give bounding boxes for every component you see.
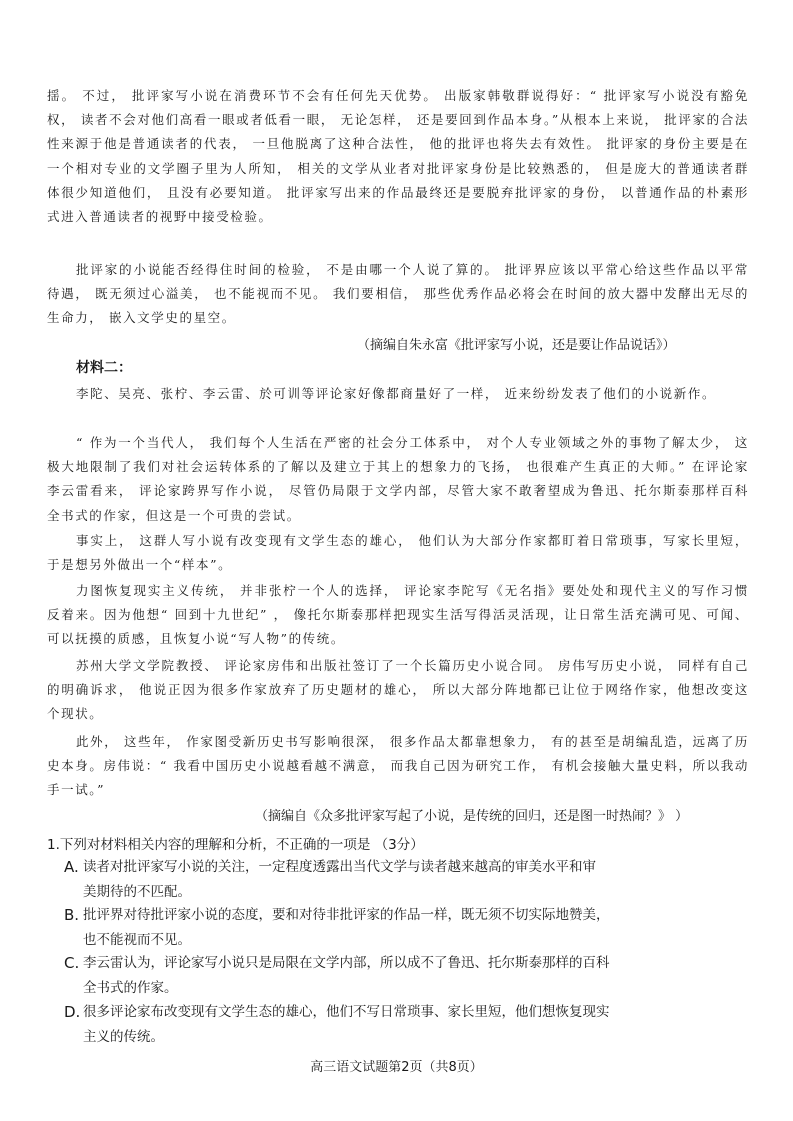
material2-paragraph-6: 此外， 这些年， 作家图受新历史书写影响很深， 很多作品太都靠想象力， 有的甚至是胡编乱造，远离了历史本身。房伟说：“ 我看中国历史小说越看越不满意， 而我自己因为研究工作， 有机会接触大量史料，所以我动手一试。” bbox=[47, 734, 749, 798]
page-footer: 高三语文试题第2页（共8页） bbox=[310, 1060, 483, 1075]
material2-source: （摘编自《众多批评家写起了小说，是传统的回归，还是图一时热闹？》 ） bbox=[255, 809, 689, 824]
option-letter: C. bbox=[64, 954, 80, 972]
option-text-line2: 美期待的不匹配。 bbox=[83, 884, 191, 900]
material1-source: （摘编自朱永富《批评家写小说，还是要让作品说话》） bbox=[357, 338, 676, 353]
option-letter: A. bbox=[64, 858, 79, 876]
option-text-line1: 很多评论家布改变现有文学生态的雄心，他们不写日常琐事、家长里短，他们想恢复现实 bbox=[83, 1004, 610, 1020]
question-stem: 1.下列对材料相关内容的理解和分析，不正确的一项是 （3分） bbox=[47, 837, 424, 853]
option-text-line2: 主义的传统。 bbox=[83, 1029, 164, 1045]
material2-paragraph-3: 事实上， 这群人写小说有改变现有文学生态的雄心， 他们认为大部分作家都盯着日常琐事，写家长里短，于是想另外做出一个“样本”。 bbox=[47, 533, 749, 573]
option-letter: D. bbox=[64, 1003, 81, 1021]
material2-paragraph-4: 力图恢复现实主义传统， 并非张柠一个人的选择， 评论家李陀写《无名指》要处处和现代主义的写作习惯反着来。因为他想“ 回到十九世纪” ， 像托尔斯泰那样把现实生活写得活灵活现，让日常生活充满可见、可闻、可以抚摸的质感，且恢复小说“写人物”的传统。 bbox=[47, 583, 749, 647]
option-a[interactable] bbox=[64, 855, 624, 905]
option-c[interactable] bbox=[64, 951, 624, 1001]
option-text-line2: 全书式的作家。 bbox=[83, 980, 178, 996]
material2-paragraph-1: 李陀、吴亮、张柠、李云雷、於可训等评论家好像都商量好了一样， 近来纷纷发表了他们的小说新作。 bbox=[76, 386, 717, 401]
material2-heading: 材料二： bbox=[76, 360, 132, 376]
option-b[interactable] bbox=[64, 903, 624, 953]
material2-paragraph-2: “ 作为一个当代人， 我们每个人生活在严密的社会分工体系中， 对个人专业领域之外的事物了解太少， 这极大地限制了我们对社会运转体系的了解以及建立于其上的想象力的飞扬， 也很难产生真正的大师。” 在评论家李云雷看来， 评论家跨界写作小说， 尽管仍局限于文学内部，尽管大家不敢奢望成为鲁迅、托尔斯泰那样百科全书式的作家，但这是一个可贵的尝试。 bbox=[47, 435, 749, 523]
material1-paragraph-1: 揺。 不过， 批评家写小说在消费环节不会有任何先天优势。 出版家韩敬群说得好：“ 批评家写小说没有豁免权， 读者不会对他们高看一眼或者低看一眼， 无论怎样， 还是要回到作品本身。”从根本上来说， 批评家的合法性来源于他是普通读者的代表， 一旦他脱离了这种合法性， 他的批评也将失去有效性。 批评家的身份主要是在一个相对专业的文学圈子里为人所知， 相关的文学从业者对批评家身份是比较熟悉的， 但是庞大的普通读者群体很少知道他们， 且没有必要知道。 批评家写出来的作品最终还是要脱弃批评家的身份， 以普通作品的朴素形式进入普通读者的视野中接受检验。 bbox=[47, 88, 749, 225]
option-d[interactable] bbox=[64, 1000, 624, 1050]
material1-paragraph-2: 批评家的小说能否经得住时间的检验， 不是由哪一个人说了算的。 批评界应该以平常心给这些作品以平常待遇， 既无须过心溢美， 也不能视而不见。 我们要相信， 那些优秀作品必将会在时间的放大器中发酵出无尽的生命力， 嵌入文学史的星空。 bbox=[47, 262, 749, 326]
material2-paragraph-5: 苏州大学文学院教授、 评论家房伟和出版社签订了一个长篇历史小说合同。 房伟写历史小说， 同样有自己的明确诉求， 他说正因为很多作家放弃了历史题材的雄心， 所以大部分阵地都已让位于网络作家，他想改变这个现状。 bbox=[47, 658, 749, 722]
option-text-line1: 李云雷认为，评论家写小说只是局限在文学内部，所以成不了鲁迅、托尔斯泰那样的百科 bbox=[83, 955, 610, 971]
option-text-line2: 也不能视而不见。 bbox=[83, 932, 191, 948]
option-text-line1: 读者对批评家写小说的关注，一定程度透露出当代文学与读者越来越高的审美水平和审 bbox=[83, 859, 596, 875]
option-text-line1: 批评界对待批评家小说的态度，要和对待非批评家的作品一样，既无须不切实际地赞美， bbox=[83, 907, 610, 923]
option-letter: B. bbox=[64, 906, 80, 924]
